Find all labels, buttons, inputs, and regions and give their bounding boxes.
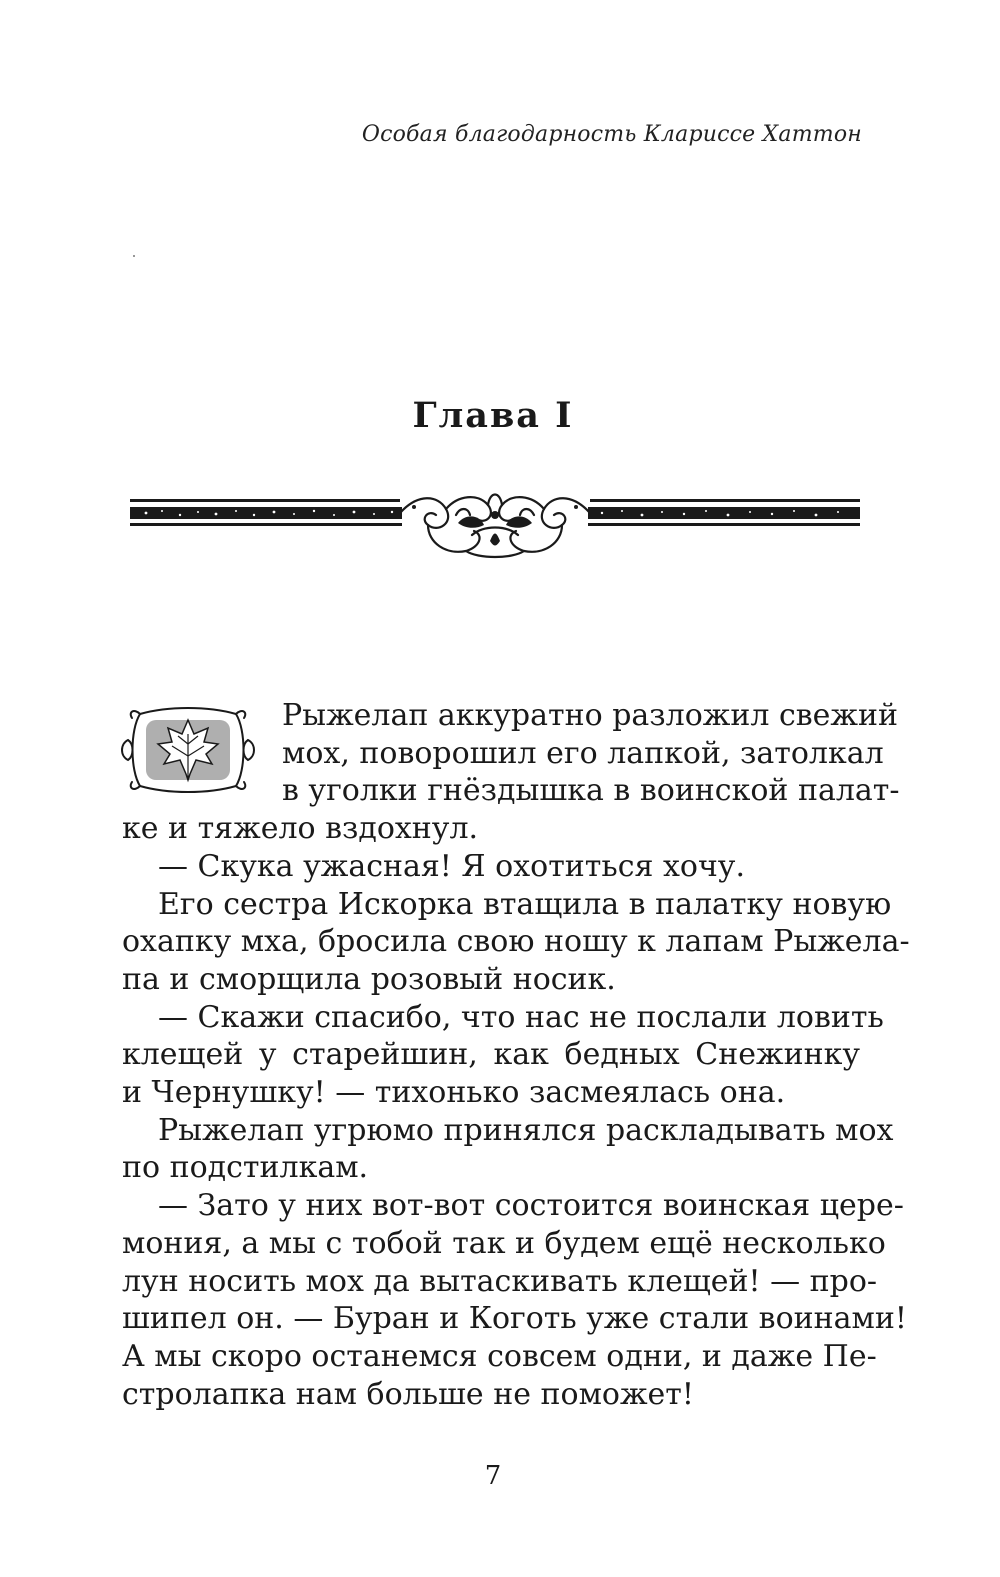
body-line: мох, поворошил его лапкой, затолкал	[282, 735, 884, 771]
body-line: Его сестра Искорка втащила в палатку новую	[158, 886, 892, 922]
page-number: 7	[484, 1461, 502, 1491]
body-line: — Зато у них вот-вот состоится воинская цере-	[158, 1188, 904, 1224]
chapter-title: Глава I	[412, 395, 574, 436]
chapter-divider-ornament	[128, 485, 862, 567]
body-line: по подстилкам.	[122, 1150, 369, 1186]
body-line: ке и тяжело вздохнул.	[122, 811, 479, 847]
body-line: — Скажи спасибо, что нас не послали ловить	[158, 999, 884, 1035]
body-line: мония, а мы с тобой так и будем ещё несколько	[122, 1225, 886, 1261]
body-line: и Чернушку! — тихонько засмеялась она.	[122, 1075, 786, 1110]
body-line: па и сморщила розовый носик.	[122, 961, 616, 997]
body-line: Рыжелап аккуратно разложил свежий	[282, 698, 898, 733]
body-line: охапку мха, бросила свою ношу к лапам Рыжела-	[122, 924, 910, 960]
body-line: шипел он. — Буран и Коготь уже стали воинами!	[122, 1301, 907, 1337]
leaf-emblem-icon	[118, 700, 258, 800]
dedication-line: Особая благодарность Клариссе Хаттон	[361, 122, 862, 147]
body-line: в уголки гнёздышка в воинской палат-	[282, 773, 900, 809]
body-line: стролапка нам больше не поможет!	[122, 1376, 694, 1412]
body-line: — Скука ужасная! Я охотиться хочу.	[158, 848, 745, 884]
paper-speck	[133, 255, 135, 257]
body-line: А мы скоро останемся совсем одни, и даже Пе-	[122, 1338, 877, 1374]
body-line: лун носить мох да вытаскивать клещей! — про-	[122, 1263, 878, 1299]
body-line: клещей у старейшин, как бедных Снежинку	[122, 1037, 860, 1073]
body-line: Рыжелап угрюмо принялся раскладывать мох	[158, 1112, 894, 1148]
